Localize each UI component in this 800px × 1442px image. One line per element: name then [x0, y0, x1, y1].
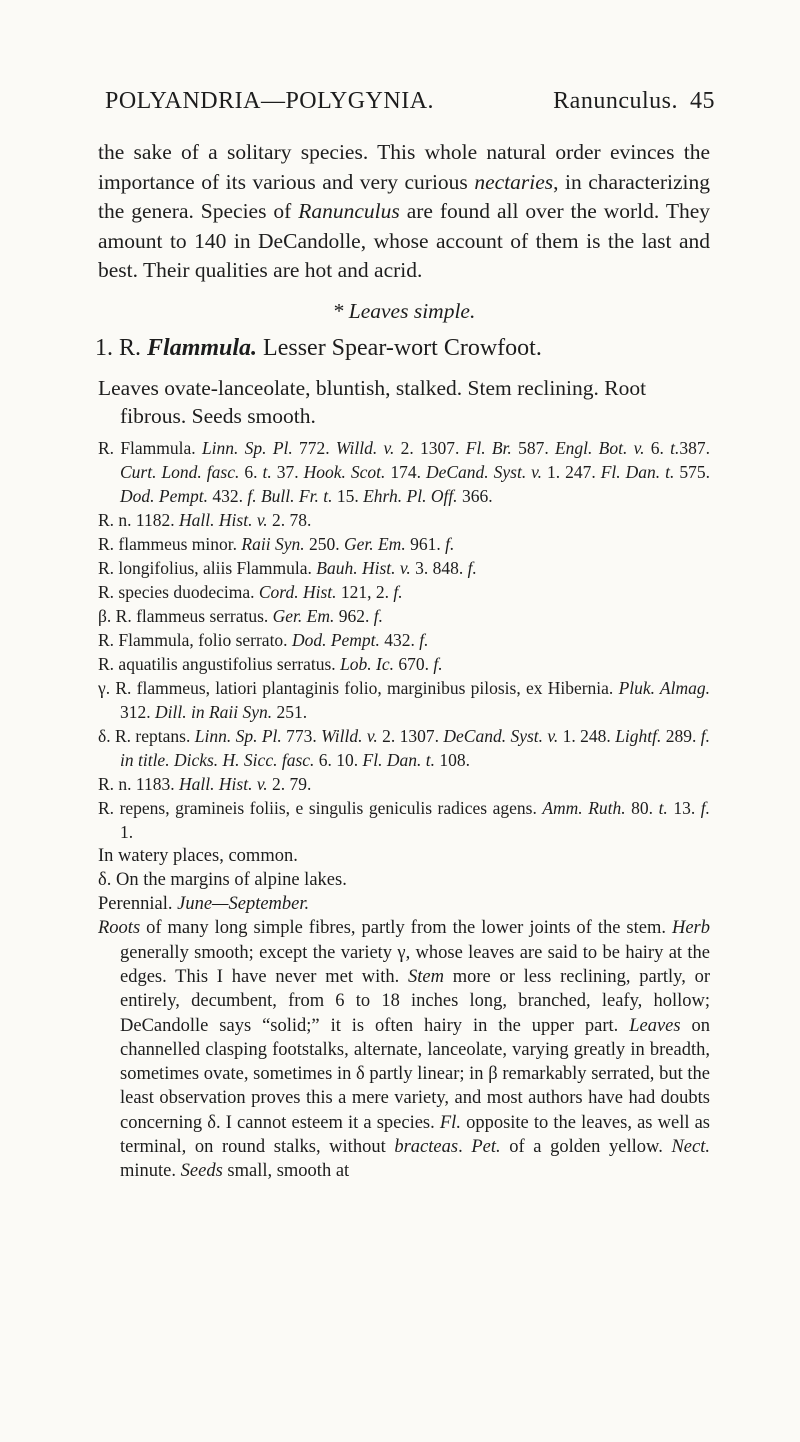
reference: R. flammeus minor. Raii Syn. 250. Ger. Em. 961. f. — [98, 533, 455, 554]
intro-text: , in characterizing the genera. Species of — [98, 169, 710, 223]
reference: R. n. 1182. Hall. Hist. v. 2. 78. — [98, 509, 312, 530]
intro-paragraph — [98, 138, 710, 286]
reference: δ. R. reptans. Linn. Sp. Pl. 773. Willd. v. 2. 1307. DeCand. Syst. v. 1. 248. Lightf. 289. f. in title. Dicks. H. Sicc. fasc. 6. 10. Fl. Dan. t. 108. — [98, 725, 711, 770]
species-number: 1. R. — [95, 334, 142, 361]
reference: R. repens, gramineis foliis, e singulis geniculis radices agens. Amm. Ruth. 80. t. 13. f. 1. — [98, 797, 710, 842]
reference: R. Flammula, folio serrato. Dod. Pempt. 432. f. — [98, 629, 429, 650]
species-epithet: Flammula. — [147, 334, 258, 361]
reference: R. longifolius, aliis Flammula. Bauh. Hist. v. 3. 848. f. — [98, 557, 477, 578]
species-heading — [95, 332, 710, 364]
synonymy — [98, 436, 710, 844]
section-heading: * Leaves simple. — [332, 298, 476, 323]
description — [98, 844, 710, 1184]
intro-text: are found all over the world. They amount to 140 in DeCandolle, whose account of them is the last and best. Their qualities are hot and acrid. — [98, 199, 710, 282]
diagnosis: Leaves ovate-lanceolate, bluntish, stalked. Stem reclining. Root fibrous. Seeds smooth. — [98, 375, 647, 428]
morphology: Roots of many long simple fibres, partly from the lower joints of the stem. Herb generally smooth; except the variety γ, whose leaves are said to be hairy at the edges. This I have never met with. Stem more or less reclining, partly, or entirely, decumbent, from 6 to 18 inches long, branched, leafy, hollow; DeCandolle says “solid;” it is often hairy in the upper part. Leaves on channelled clasping footstalks, alternate, lanceolate, varying greatly in breadth, sometimes ovate, sometimes in δ partly linear; in β remarkably serrated, but the least observation proves this a mere variety, and most authors have had doubts concerning δ. I cannot esteem it a species. Fl. opposite to the leaves, as well as terminal, on round stalks, without bracteas. Pet. of a golden yellow. Nect. minute. Seeds small, smooth at — [98, 918, 711, 1182]
reference: β. R. flammeus serratus. Ger. Em. 962. f. — [98, 605, 383, 626]
habitat-variety: δ. On the margins of alpine lakes. — [98, 869, 347, 890]
header-title: POLYANDRIA—POLYGYNIA. — [105, 88, 435, 114]
page-number: 45 — [690, 88, 715, 114]
intro-nectaries: nectaries — [474, 169, 554, 194]
reference: R. species duodecima. Cord. Hist. 121, 2. f. — [98, 581, 403, 602]
species-common-name: Lesser Spear-wort Crowfoot. — [263, 334, 542, 361]
reference: γ. R. flammeus, latiori plantaginis folio, marginibus pilosis, ex Hibernia. Pluk. Almag. 312. Dill. in Raii Syn. 251. — [98, 677, 710, 722]
reference: R. aquatilis angustifolius serratus. Lob. Ic. 670. f. — [98, 653, 443, 674]
reference: R. Flammula. Linn. Sp. Pl. 772. Willd. v. 2. 1307. Fl. Br. 587. Engl. Bot. v. 6. t.387. Curt. Lond. fasc. 6. t. 37. Hook. Scot. 174. DeCand. Syst. v. 1. 247. Fl. Dan. t. 575. Dod. Pempt. 432. f. Bull. Fr. t. 15. Ehrh. Pl. Off. 366. — [98, 437, 711, 506]
intro-genus: Ranunculus — [298, 199, 400, 223]
intro-text: the sake of a solitary species. This whole natural order evinces the importance of its various and very curious — [98, 140, 710, 194]
header-genus: Ranunculus. — [553, 88, 678, 114]
header-right — [553, 88, 715, 115]
page-body — [95, 138, 711, 1184]
duration: Perennial. June—September. — [98, 894, 310, 915]
reference: R. n. 1183. Hall. Hist. v. 2. 79. — [98, 773, 312, 794]
habitat: In watery places, common. — [98, 845, 298, 866]
